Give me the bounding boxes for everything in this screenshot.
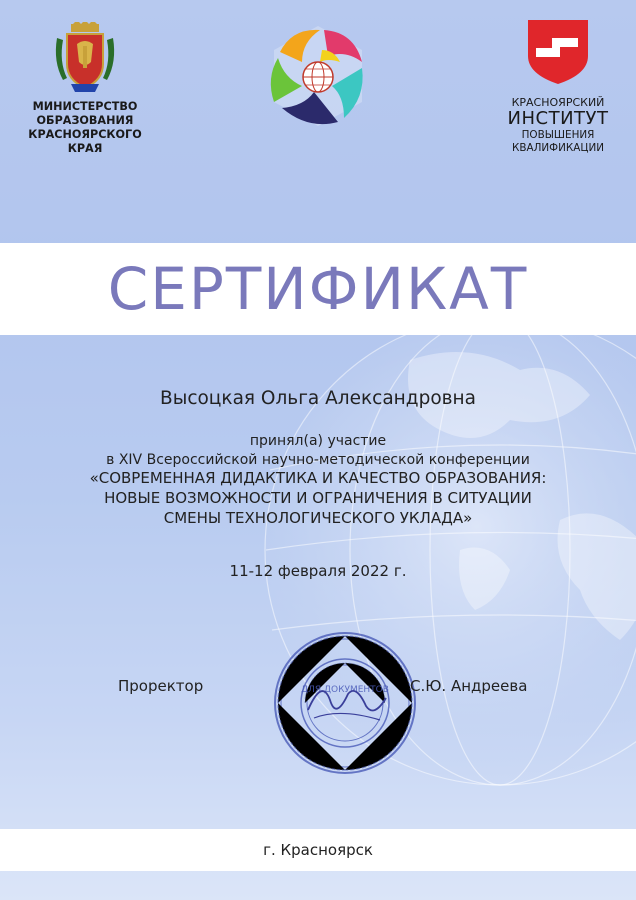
conference-title-line: «СОВРЕМЕННАЯ ДИДАКТИКА И КАЧЕСТВО ОБРАЗОВАНИЯ: xyxy=(89,469,547,487)
participation-line: принял(а) участие xyxy=(249,433,387,449)
official-stamp-icon xyxy=(270,628,420,778)
institute-red-shield-icon xyxy=(526,18,590,86)
institute-block xyxy=(488,18,628,154)
ministry-line: КРАСНОЯРСКОГО xyxy=(28,128,142,141)
institute-line-name: ИНСТИТУТ xyxy=(507,108,609,129)
conference-title-line: НОВЫЕ ВОЗМОЖНОСТИ И ОГРАНИЧЕНИЯ В СИТУАЦИИ xyxy=(104,489,532,507)
ministry-line: ОБРАЗОВАНИЯ xyxy=(36,114,134,127)
krasnoyarsk-coat-of-arms-icon xyxy=(53,22,117,94)
institute-line-purpose: ПОВЫШЕНИЯ xyxy=(521,129,595,141)
conference-title-line: СМЕНЫ ТЕХНОЛОГИЧЕСКОГО УКЛАДА» xyxy=(163,509,473,527)
city-name: г. Красноярск xyxy=(263,841,373,859)
ministry-name xyxy=(20,100,150,156)
conference-line: в XIV Всероссийской научно-методической конференции xyxy=(106,452,530,468)
institute-line-purpose-2: КВАЛИФИКАЦИИ xyxy=(511,141,604,154)
conference-dates: 11-12 февраля 2022 г. xyxy=(229,562,407,580)
signatory-role: Проректор xyxy=(118,677,204,695)
conference-logo-globe-icon xyxy=(262,22,374,130)
ministry-block xyxy=(20,22,150,156)
recipient-name: Высоцкая Ольга Александровна xyxy=(160,388,476,409)
certificate-title: СЕРТИФИКАТ xyxy=(107,255,529,323)
ministry-line: КРАЯ xyxy=(67,142,103,155)
signatory-name: С.Ю. Андреева xyxy=(410,677,528,695)
ministry-line: МИНИСТЕРСТВО xyxy=(32,100,138,113)
certificate-header xyxy=(0,0,636,243)
institute-line-region: КРАСНОЯРСКИЙ xyxy=(511,96,605,109)
title-band xyxy=(0,243,636,335)
stamp-center-text: ДЛЯ ДОКУМЕНТОВ xyxy=(301,685,389,695)
city-band xyxy=(0,829,636,871)
